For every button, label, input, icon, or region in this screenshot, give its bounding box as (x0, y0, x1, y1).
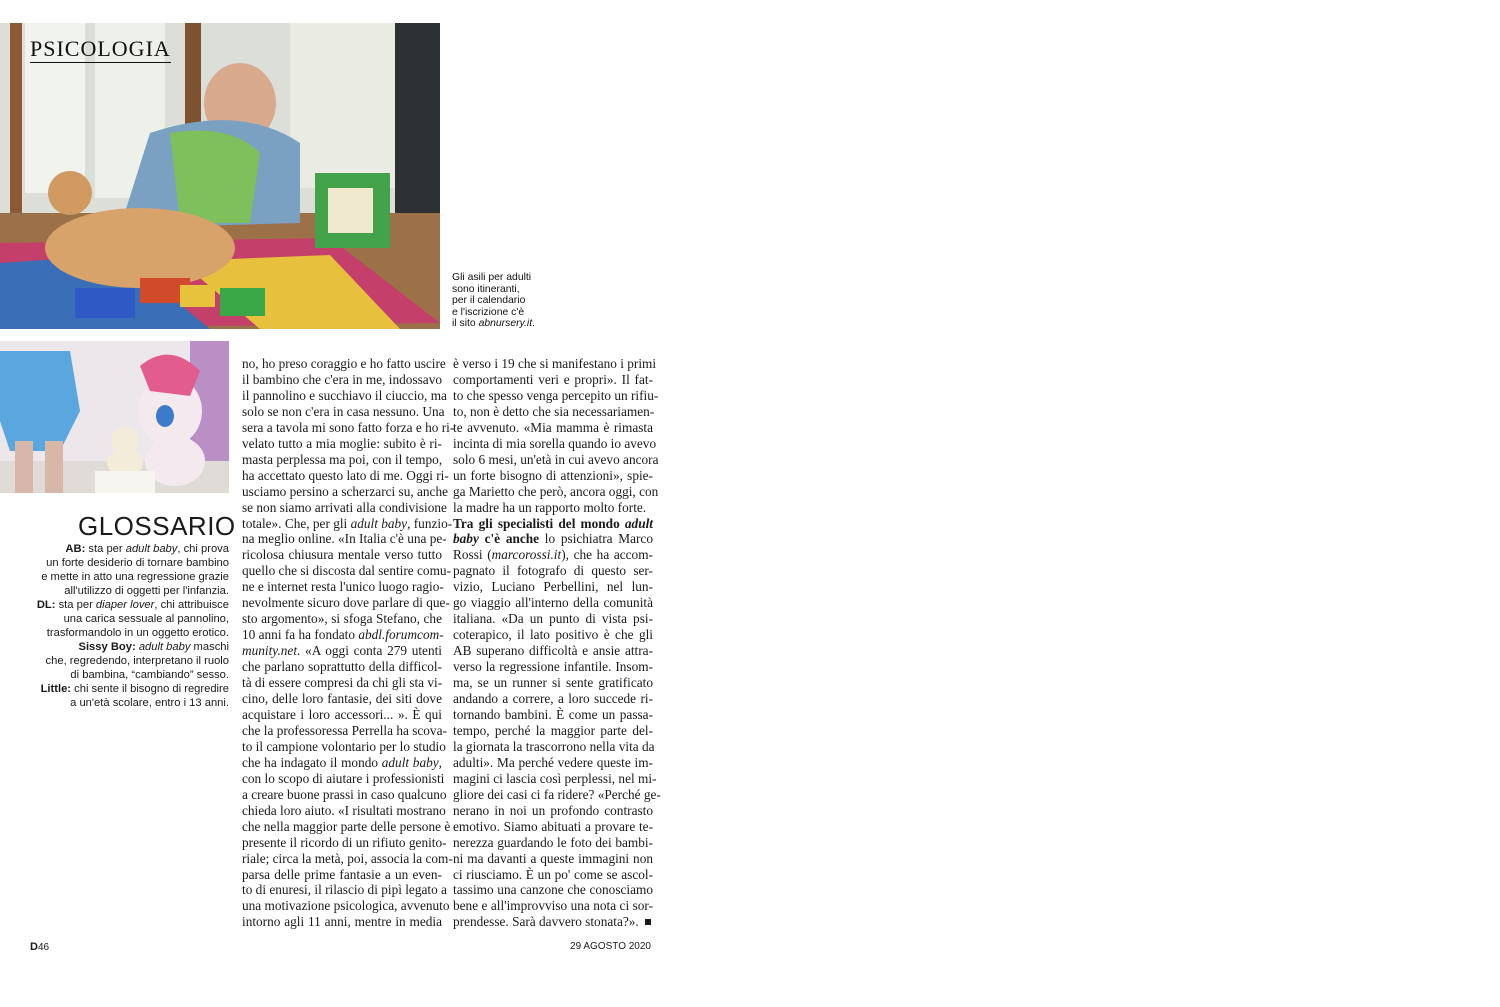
glossary-line (24, 640, 229, 654)
glossary-term: AB: (65, 543, 86, 555)
article-line (242, 515, 453, 532)
article-line (453, 611, 653, 627)
article-line (242, 691, 442, 707)
article-line (242, 914, 442, 930)
glossary-line (24, 542, 229, 556)
article-text: bene e all'improvviso una nota ci sor- (453, 898, 653, 914)
article-text: gliore dei casi ci fa ridere? «Perché ge- (453, 786, 661, 802)
caption-suffix: . (532, 318, 535, 330)
article-line (453, 643, 653, 659)
article-line (453, 659, 653, 675)
page-number: 46 (37, 942, 50, 953)
glossary-line (24, 570, 229, 584)
article-text: . «A oggi conta 279 utenti (297, 643, 442, 659)
article-line (453, 468, 653, 484)
article-line (242, 722, 447, 739)
article-line (453, 707, 653, 723)
article-line (242, 452, 442, 468)
article-text: to, non è detto che sia necessariamen- (453, 403, 655, 419)
glossary-text: un forte desiderio di tornare bambino (46, 557, 229, 569)
article-text: è verso i 19 che si manifestano i primi (453, 356, 657, 371)
glossary-term: DL: (36, 599, 56, 611)
article-line (453, 723, 653, 739)
article-text: vizio, Luciano Perbellini, nel lun- (453, 579, 653, 595)
article-line (242, 643, 442, 659)
article-line (453, 819, 653, 835)
main-photo-illustration (0, 23, 440, 329)
glossary-text: , chi attribuisce (154, 599, 229, 611)
article-text: nevolmente sicuro dove parlare di que- (242, 595, 450, 611)
article-text: parsa delle prime fantasie a un even- (242, 866, 442, 882)
article-line (453, 770, 657, 787)
article-italic: adult baby (350, 515, 408, 531)
article-text: velato tutto a mia moglie: subito è ri- (242, 435, 442, 451)
article-line (453, 387, 659, 404)
article-line (242, 483, 449, 500)
article-text: la giornata la trascorrono nella vita da (453, 738, 655, 754)
article-line (453, 739, 653, 755)
article-line (242, 403, 445, 420)
article-text: ga Marietto che però, ancora oggi, con (453, 483, 659, 499)
article-text: un forte bisogno di attenzioni», spie- (453, 467, 653, 483)
article-text: comportamenti veri e propri». Il fat- (453, 371, 653, 387)
article-text: chieda loro aiuto. «I risultati mostrano (242, 802, 446, 818)
glossary-text: , chi prova (177, 543, 229, 555)
article-italic: adult baby (381, 754, 439, 770)
article-text: adulti». Ma perché vedere queste im- (453, 754, 653, 770)
glossary-line (24, 626, 229, 640)
second-photo (0, 341, 229, 493)
article-text: che nella maggior parte delle persone è (242, 818, 451, 834)
article-text: sera a tavola mi sono fatto forza e ho ri- (242, 419, 455, 435)
glossary-italic: adult baby (138, 641, 191, 653)
article-bold: Tra gli specialisti del mondo (453, 515, 625, 531)
article-text: nerano in noi un profondo contrasto (453, 802, 653, 818)
article-italic: munity.net (242, 643, 298, 659)
main-photo (0, 23, 440, 329)
article-text: 10 anni fa ha fondato (242, 627, 359, 643)
glossary-term: Sissy Boy: (78, 641, 136, 653)
article-line (453, 627, 653, 643)
article-italic: marcorossi.it (491, 547, 562, 563)
article-text: acquistare i loro accessori... ». È qui (242, 706, 442, 722)
article-text: nerezza guardando le foto dei bambi- (453, 834, 653, 850)
article-line (453, 851, 653, 867)
issue-date: 29 AGOSTO 2020 (570, 941, 651, 952)
article-text: no, ho preso coraggio e ho fatto uscire (242, 356, 446, 371)
article-text: masta perplessa ma poi, con il tempo, (242, 451, 443, 467)
article-line (242, 755, 442, 771)
article-text: ma, se un runner si sente gratificato (453, 675, 653, 691)
article-line (242, 898, 450, 914)
article-text: sto argomento», si sfoga Stefano, che (242, 611, 442, 627)
article-text: andando a correre, a loro succede ri- (453, 691, 653, 707)
article-line (242, 675, 442, 691)
article-text: italiana. «Da un punto di vista psi- (453, 611, 653, 627)
article-text: intorno agli 11 anni, mentre in media (242, 914, 442, 930)
article-text: go viaggio all'interno della comunità (453, 595, 653, 611)
article-line (453, 914, 653, 930)
article-line (453, 691, 653, 707)
article-line (242, 467, 449, 484)
article-line (242, 627, 442, 643)
article-text: to che spesso venga percepito un rifiu- (453, 387, 659, 403)
glossary-text: e mette in atto una regressione grazie (41, 571, 229, 583)
article-italic: abdl.forumcom- (358, 627, 444, 643)
caption-line: e l'iscrizione c'è (452, 306, 525, 318)
article-line (242, 882, 447, 898)
article-bold: c'è anche (478, 531, 540, 547)
caption-line: Gli asili per adulti (452, 272, 532, 283)
article-line (453, 867, 653, 883)
article-text: ricolosa chiusura mentale verso tutto (242, 547, 442, 563)
article-line (242, 531, 447, 547)
second-photo-illustration (0, 341, 229, 493)
article-line (242, 356, 446, 372)
glossary-italic: adult baby (125, 543, 178, 555)
article-line (242, 499, 447, 516)
article-line (242, 738, 446, 755)
glossary-text: sta per (55, 599, 96, 611)
article-text: solo 6 mesi, un'età in cui avevo ancora (453, 451, 659, 467)
article-line (242, 387, 447, 404)
glossary-line (24, 668, 229, 682)
article-text: la madre ha un rapporto molto forte. (453, 499, 647, 515)
caption-prefix: il sito (452, 318, 479, 330)
glossary-italic: diaper lover (95, 599, 155, 611)
glossary-line (24, 556, 229, 570)
caption-line: sono itineranti, (452, 283, 520, 295)
article-text: cino, delle loro fantasie, dei siti dove (242, 691, 442, 707)
section-tag: PSICOLOGIA (30, 36, 171, 61)
glossary-text: all'utilizzo di oggetti per l'infanzia. (64, 585, 229, 597)
article-text: , (438, 754, 442, 770)
article-line (242, 802, 446, 819)
article-text: ne e internet resta l'unico luogo ragio- (242, 579, 444, 595)
article-text: prendesse. Sarà davvero stonata?». (453, 914, 639, 930)
article-line (242, 436, 442, 452)
article-line (453, 356, 657, 372)
article-text: usciamo persino a scherzarci su, anche (242, 483, 449, 499)
article-text: Rossi ( (453, 547, 492, 563)
article-text: incinta di mia sorella quando io avevo (453, 435, 657, 451)
article-text: tassimo una canzone che conosciamo (453, 882, 653, 898)
article-line (453, 420, 653, 436)
article-line (453, 563, 653, 579)
glossary-line (24, 682, 229, 696)
glossary-line (24, 598, 229, 612)
article-line (453, 755, 653, 771)
article-line (242, 419, 455, 436)
glossary-text: che, regredendo, interpretano il ruolo (45, 655, 229, 667)
article-line (453, 500, 653, 516)
photo-caption (452, 272, 562, 330)
article-column-1 (242, 356, 455, 930)
article-text: se non siamo arrivati alla condivisione (242, 499, 447, 515)
article-bold-italic: baby (453, 531, 479, 547)
glossary-text: trasformandolo in un oggetto erotico. (46, 627, 229, 639)
glossary-term: Little: (40, 683, 72, 695)
article-text: coterapico, il lato positivo è che gli (453, 627, 653, 643)
article-line (242, 563, 451, 579)
article-line (453, 803, 653, 819)
article-text: a creare buone prassi in caso qualcuno (242, 786, 447, 802)
glossary-text: a un'età scolare, entro i 13 anni. (70, 697, 229, 709)
article-text: , funzio- (407, 515, 453, 531)
article-bold-italic: adult (624, 515, 653, 531)
article-text: to di enuresi, il rilascio di pipì legato a (242, 882, 447, 898)
article-text: il pannolino e succhiavo il ciuccio, ma (242, 387, 447, 403)
article-text: to il campione volontario per lo studio (242, 738, 446, 754)
article-line (242, 818, 451, 835)
article-text: ha accettato questo lato di me. Oggi ri- (242, 467, 449, 483)
article-text: che ha indagato il mondo (242, 754, 382, 770)
article-line (453, 451, 659, 468)
article-text: con lo scopo di aiutare i professionisti (242, 770, 445, 786)
article-text: pagnato il fotografo di questo ser- (453, 563, 653, 579)
page-folio (30, 941, 49, 953)
glossary-line (24, 612, 229, 626)
glossary-text: una carica sessuale al pannolino, (63, 613, 229, 625)
article-line (242, 786, 447, 803)
article-line (453, 675, 653, 691)
article-line (453, 595, 653, 611)
article-line (453, 372, 653, 388)
article-line (453, 882, 653, 898)
article-text: tempo, perché la maggior parte del- (453, 722, 653, 738)
glossary-text: sta per (85, 543, 126, 555)
article-text: na meglio online. «In Italia c'è una pe- (242, 531, 447, 547)
article-line (453, 483, 659, 500)
article-text: presente il ricordo di un rifiuto genito- (242, 834, 447, 850)
article-line (453, 531, 653, 547)
article-line (242, 547, 442, 563)
article-text: ), che ha accom- (561, 547, 653, 563)
article-line (453, 898, 653, 914)
article-text: tornando bambini. È come un passa- (453, 706, 653, 722)
article-text: te avvenuto. «Mia mamma è rimasta (453, 419, 653, 435)
article-line (453, 786, 661, 803)
article-line (242, 579, 442, 595)
article-line (242, 611, 442, 627)
article-text: che la professoressa Perrella ha scova- (242, 722, 447, 738)
article-line (453, 516, 653, 532)
article-line (242, 707, 442, 723)
article-line (453, 579, 653, 595)
article-text: che parlano soprattutto della difficol- (242, 659, 442, 675)
article-text: magini ci lascia così perplessi, nel mi- (453, 770, 657, 786)
article-text: riale; circa la metà, poi, associa la com- (242, 850, 453, 866)
article-line (242, 770, 445, 787)
caption-link[interactable]: abnursery.it (478, 318, 533, 330)
glossary-title: GLOSSARIO (78, 511, 236, 541)
caption-line-last (452, 318, 562, 330)
article-line (242, 659, 442, 675)
article-text: lo psichiatra Marco (539, 531, 653, 547)
article-text: ni ma davanti a queste immagini non (453, 850, 653, 866)
article-line (453, 547, 653, 563)
article-line (242, 850, 453, 867)
article-line (453, 835, 653, 851)
article-text: solo se non c'era in casa nessuno. Una (242, 403, 445, 419)
article-text: quello che si discosta dal sentire comu- (242, 563, 451, 579)
glossary-text: chi sente il bisogno di regredire (71, 683, 229, 695)
article-text: verso la regressione infantile. Insom- (453, 659, 653, 675)
glossary-line (24, 696, 229, 710)
article-line (242, 595, 450, 611)
article-text: una motivazione psicologica, avvenuto (242, 898, 450, 914)
article-text: AB superano difficoltà e ansie attra- (453, 643, 653, 659)
article-line (453, 435, 657, 452)
article-line (242, 372, 442, 388)
article-text: tà di essere compresi da chi gli sta vi- (242, 675, 443, 691)
brand-mark: D (30, 941, 38, 953)
glossary-text: maschi (190, 641, 229, 653)
article-line (242, 867, 442, 883)
article-column-2 (453, 356, 661, 930)
article-text: totale». Che, per gli (242, 515, 351, 531)
article-line (453, 404, 653, 420)
caption-line: per il calendario (452, 295, 526, 307)
article-text: ci riusciamo. È un po' come se ascol- (453, 866, 653, 882)
article-text: il bambino che c'era in me, indossavo (242, 371, 442, 387)
end-mark-icon (645, 919, 651, 925)
glossary-list (24, 542, 229, 710)
article-line (242, 834, 447, 851)
glossary-line (24, 584, 229, 598)
article-text: emotivo. Siamo abituati a provare te- (453, 818, 653, 834)
glossary-text: di bambina, “cambiando” sesso. (70, 669, 229, 681)
glossary-line (24, 654, 229, 668)
